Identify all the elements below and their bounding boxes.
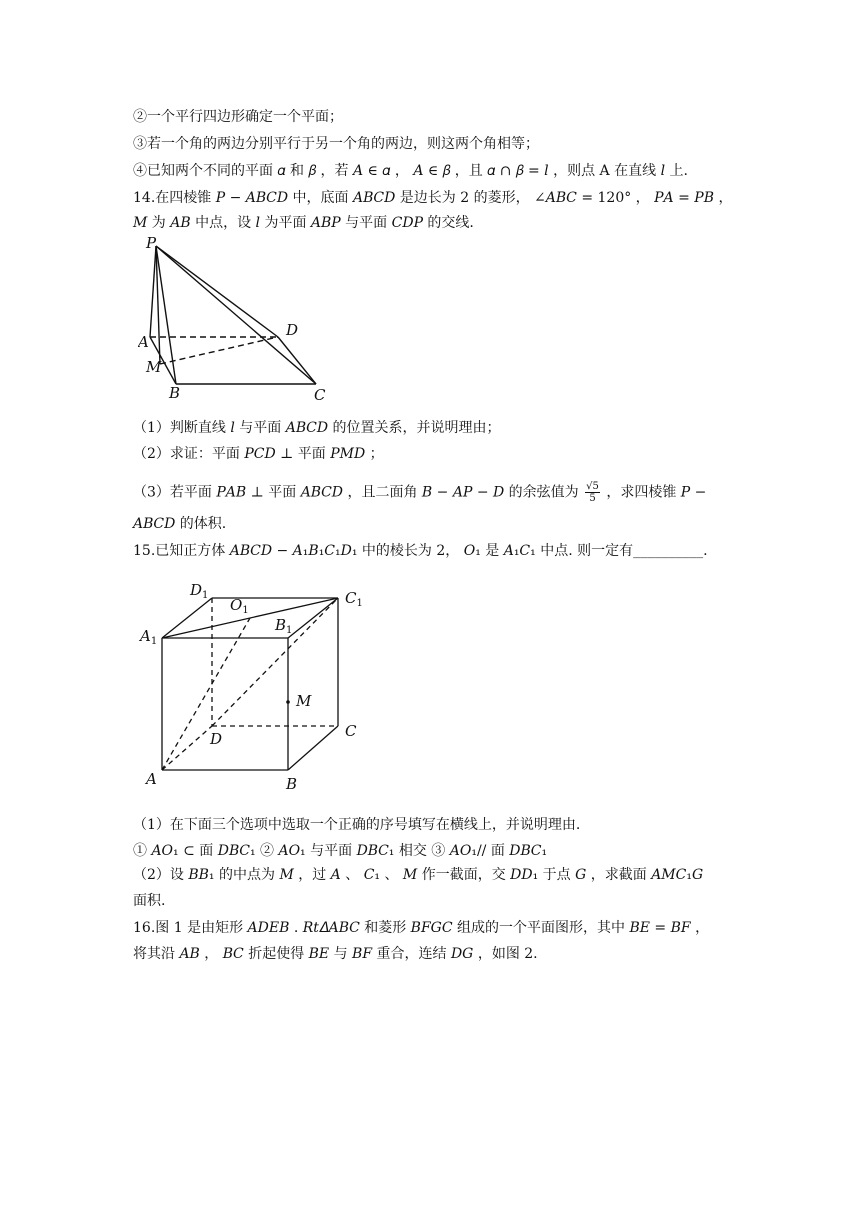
- label-P: P: [146, 234, 157, 252]
- q15-options: ① 𝐴𝑂₁ ⊂ 面 𝐷𝐵𝐶₁ ② 𝐴𝑂₁ 与平面 𝐷𝐵𝐶₁ 相交 ③ 𝐴𝑂₁// 面 𝐷𝐵𝐶₁: [133, 843, 548, 859]
- fraction-denominator: 5: [589, 493, 596, 504]
- pyramid-figure: [138, 234, 338, 404]
- problem-16-line-2: 将其沿 𝐴𝐵 ， 𝐵𝐶 折起使得 𝐵𝐸 与 𝐵𝐹 重合，连结 𝐷𝐺 ，如图 2.: [133, 946, 538, 962]
- label-D: D: [286, 321, 299, 339]
- q14-part-3-text-a: （3）若平面 𝑃𝐴𝐵 ⊥ 平面 𝐴𝐵𝐶𝐷 ，且二面角 𝐵 − 𝐴𝑃 − 𝐷 的余弦值为: [133, 484, 579, 501]
- label-D: D: [210, 730, 223, 748]
- label-B: B: [286, 775, 298, 793]
- q14-part-3-cont: 𝐴𝐵𝐶𝐷 的体积.: [133, 516, 227, 532]
- statement-3: ③若一个角的两边分别平行于另一个角的两边，则这两个角相等；: [133, 136, 539, 152]
- q14-part-1: （1）判断直线 𝑙 与平面 𝐴𝐵𝐶𝐷 的位置关系，并说明理由；: [133, 420, 501, 436]
- label-M: M: [146, 358, 162, 376]
- problem-14-line-1: 14.在四棱锥 𝑃 − 𝐴𝐵𝐶𝐷 中，底面 𝐴𝐵𝐶𝐷 是边长为 2 的菱形， ∠𝐴𝐵𝐶 = 120° ， 𝑃𝐴 = 𝑃𝐵 ，: [133, 190, 733, 206]
- label-A: A: [146, 770, 157, 788]
- label-A: A: [138, 333, 149, 351]
- label-C: C: [314, 386, 326, 404]
- label-D1: $D_1$: [190, 581, 209, 601]
- q14-part-2: （2）求证：平面 𝑃𝐶𝐷 ⊥ 平面 𝑃𝑀𝐷 ；: [133, 446, 384, 462]
- q14-part-3-text-b: ，求四棱锥 𝑃 −: [606, 484, 707, 501]
- label-C: C: [345, 722, 357, 740]
- label-M: M: [296, 692, 312, 710]
- statement-2: ②一个平行四边形确定一个平面；: [133, 109, 343, 125]
- label-B: B: [169, 384, 181, 402]
- statement-4: ④已知两个不同的平面 𝛼 和 𝛽 ，若 𝐴 ∈ 𝛼 ， 𝐴 ∈ 𝛽 ，且 𝛼 ∩ 𝛽 = 𝑙 ，则点 A 在直线 𝑙 上.: [133, 163, 688, 179]
- problem-14-line-2: 𝑀 为 𝐴𝐵 中点，设 𝑙 为平面 𝐴𝐵𝑃 与平面 𝐶𝐷𝑃 的交线.: [133, 215, 474, 231]
- q14-part-3: [133, 481, 706, 504]
- label-C1: $C_1$: [345, 589, 363, 609]
- q15-part-1: （1）在下面三个选项中选取一个正确的序号填写在横线上，并说明理由.: [133, 817, 581, 833]
- label-O1: $O_1$: [230, 596, 249, 616]
- problem-16-line-1: 16.图 1 是由矩形 𝐴𝐷𝐸𝐵 . 𝑅𝑡𝛥𝐴𝐵𝐶 和菱形 𝐵𝐹𝐺𝐶 组成的一个平面图形，其中 𝐵𝐸 = 𝐵𝐹 ，: [133, 920, 710, 936]
- q15-part-2-cont: 面积.: [133, 893, 166, 909]
- q15-part-2: （2）设 𝐵𝐵₁ 的中点为 𝑀 ，过 𝐴 、 𝐶₁ 、 𝑀 作一截面，交 𝐷𝐷₁ 于点 𝐺 ，求截面 𝐴𝑀𝐶₁𝐺: [133, 867, 704, 883]
- problem-15-line-1: 15.已知正方体 𝐴𝐵𝐶𝐷 − 𝐴₁𝐵₁𝐶₁𝐷₁ 中的棱长为 2， 𝑂₁ 是 𝐴₁𝐶₁ 中点. 则一定有__________.: [133, 543, 708, 559]
- cube-figure: [138, 578, 378, 798]
- fraction-sqrt5-over-5: [585, 481, 600, 504]
- label-A1: $A_1$: [140, 627, 158, 647]
- label-B1: $B_1$: [275, 616, 293, 636]
- fraction-numerator: √5: [586, 481, 599, 492]
